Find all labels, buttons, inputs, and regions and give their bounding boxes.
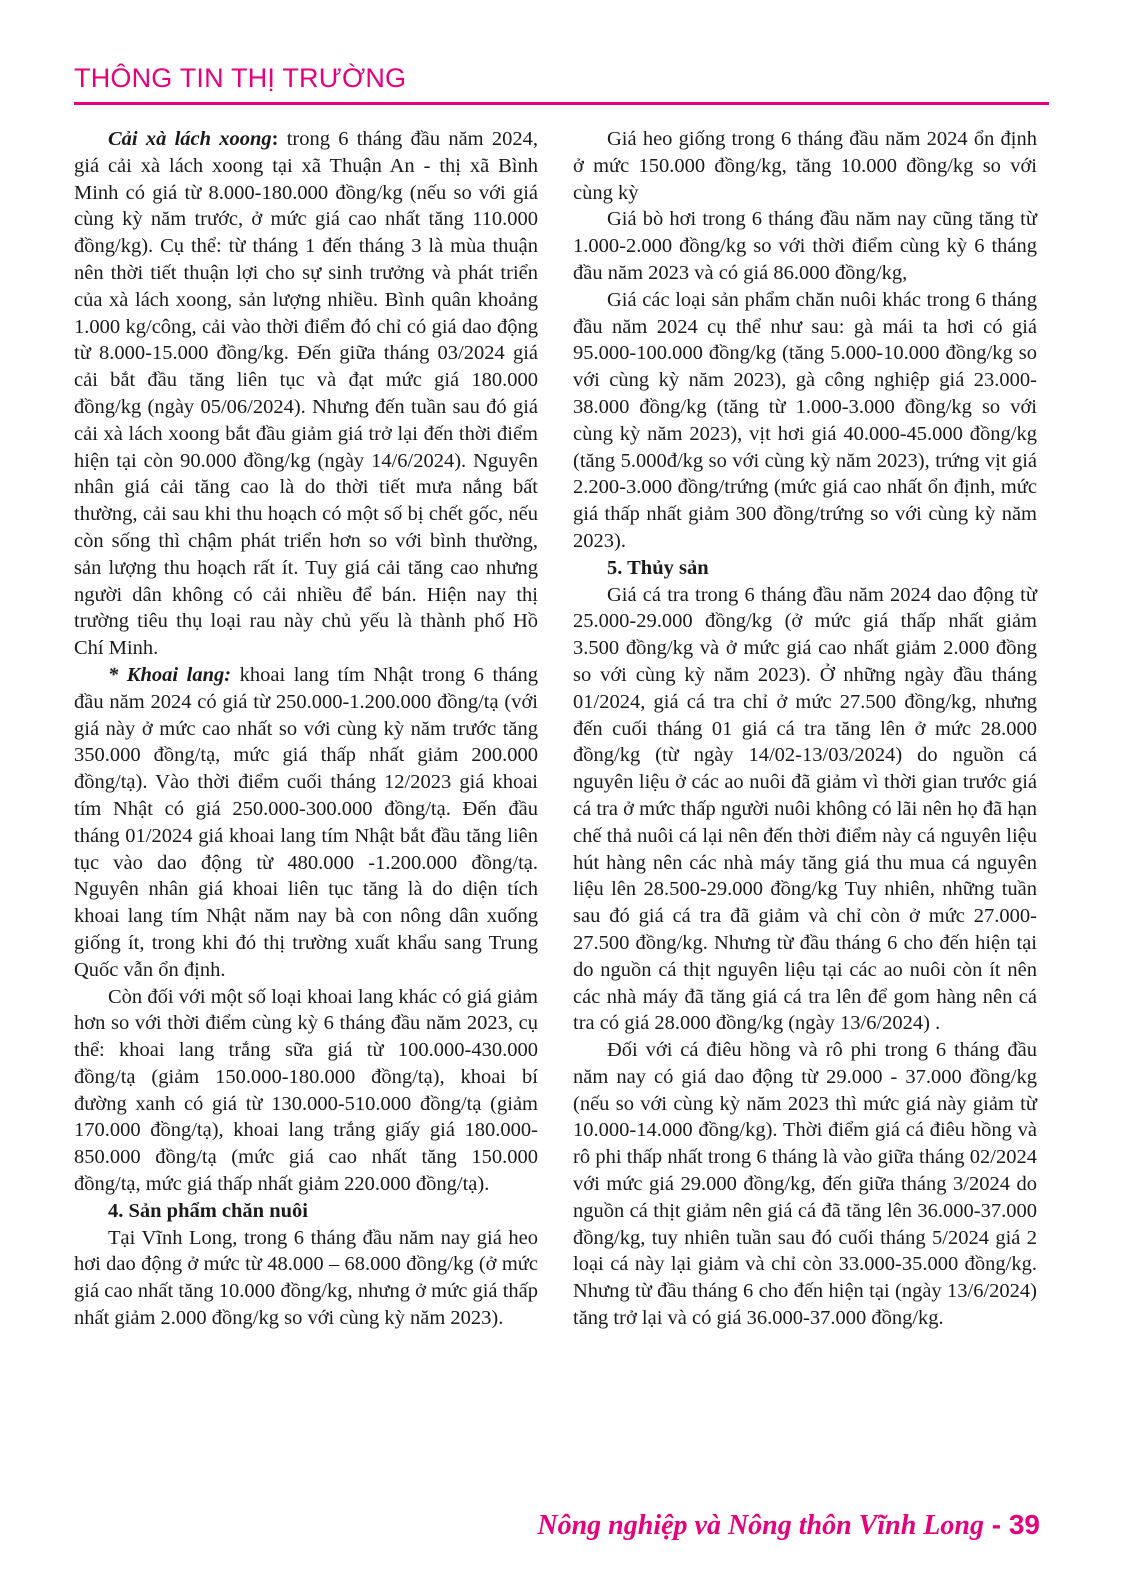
heading-san-pham-chan-nuoi: 4. Sản phẩm chăn nuôi — [108, 1199, 308, 1222]
paragraph-ca-tra: Giá cá tra trong 6 tháng đầu năm 2024 dao động từ 25.000-29.000 đồng/kg (ở mức giá thấp nhất giảm 3.500 đồng/kg và ở mức giá cao nhất giảm 2.000 đồng so với cùng kỳ năm 2023). Ở những ngày đầu tháng 01/2024, giá cá tra chỉ ở mức 27.500 đồng/kg, nhưng đến cuối tháng 01 giá cá tra tăng lên ở mức 28.000 đồng/kg (từ ngày 14/02-13/03/2024) do nguồn cá nguyên liệu ở các ao nuôi đã giảm vì thời gian trước giá cá tra ở mức thấp người nuôi không có lãi nên họ đã hạn chế thả nuôi cá lại nên đến thời điểm này cá nguyên liệu hút hàng nên các nhà máy tăng giá thu mua cá nguyên liệu lên 28.500-29.000 đồng/kg Tuy nhiên, những tuần sau đó giá cá tra đã giảm và chỉ còn ở mức 27.000-27.500 đồng/kg. Nhưng từ đầu tháng 6 cho đến hiện tại do nguồn cá thịt nguyên liệu tại các ao nuôi còn ít nên các nhà máy đã tăng giá cá tra lên để gom hàng nên cá tra có giá 28.000 đồng/kg (ngày 13/6/2024) . — [573, 583, 1037, 1035]
paragraph-ca-dieu-hong: Đối với cá điêu hồng và rô phi trong 6 tháng đầu năm nay có giá dao động từ 29.000 - 37.000 đồng/kg (nếu so với cùng kỳ năm 2023 thì mức giá này giảm từ 10.000-14.000 đồng/kg). Thời điểm giá cá điêu hồng và rô phi thấp nhất trong 6 tháng là vào giữa tháng 02/2024 với mức giá 29.000 đồng/kg, đến giữa tháng 3/2024 do nguồn cá thịt giảm nên giá cá đã tăng lên 36.000-37.000 đồng/kg, tuy nhiên tuần sau đó cuối tháng 5/2024 giá 2 loại cá này lại giảm và chỉ còn 33.000-35.000 đồng/kg. Nhưng từ đầu tháng 6 cho đến hiện tại (ngày 13/6/2024) tăng trở lại và có giá 36.000-37.000 đồng/kg. — [573, 1039, 1037, 1330]
paragraph-heo-giong: Giá heo giống trong 6 tháng đầu năm 2024 ổn định ở mức 150.000 đồng/kg, tăng 10.000 đồng/kg so với cùng kỳ — [573, 128, 1037, 204]
paragraph-chan-nuoi-khac: Giá các loại sản phẩm chăn nuôi khác trong 6 tháng đầu năm 2024 cụ thể như sau: gà mái ta hơi có giá 95.000-100.000 đồng/kg (tăng 5.000-10.000 đồng/kg so với cùng kỳ năm 2023), gà công nghiệp giá 23.000-38.000 đồng/kg (tăng từ 1.000-3.000 đồng/kg so với cùng kỳ năm 2023), vịt hơi giá 40.000-45.000 đồng/kg (tăng 5.000đ/kg so với cùng kỳ năm 2023), trứng vịt giá 2.200-3.000 đồng/trứng (mức giá cao nhất ổn định, mức giá thấp nhất giảm 300 đồng/trứng so với cùng kỳ năm 2023). — [573, 288, 1037, 552]
paragraph-bo-hoi: Giá bò hơi trong 6 tháng đầu năm nay cũng tăng từ 1.000-2.000 đồng/kg so với thời điểm cùng kỳ 6 tháng đầu năm 2023 và có giá 86.000 đồng/kg, — [573, 208, 1037, 284]
lead-khoai-lang: * Khoai lang: — [108, 663, 232, 686]
right-column — [573, 126, 1037, 1332]
left-column — [74, 126, 538, 1332]
section-title: THÔNG TIN THỊ TRƯỜNG — [74, 63, 407, 93]
page-header — [74, 62, 1049, 105]
page-number: 39 — [1008, 1509, 1040, 1540]
lead-cai-xa-lach-xoong: Cải xà lách xoong — [108, 128, 272, 150]
heading-thuy-san: 5. Thủy sản — [607, 556, 709, 579]
footer-separator: - — [983, 1509, 1009, 1540]
header-divider — [74, 102, 1049, 105]
paragraph-cai-xa-lach-xoong — [74, 126, 538, 662]
lead-colon: : — [271, 128, 279, 150]
body-cai-xa-lach-xoong: trong 6 tháng đầu năm 2024, giá cải xà lách xoong tại xã Thuận An - thị xã Bình Minh có giá từ 8.000-180.000 đồng/kg (nếu so với giá cùng kỳ năm trước, ở mức giá cao nhất tăng 110.000 đồng/kg). Cụ thể: từ tháng 1 đến tháng 3 là mùa thuận nên thời tiết thuận lợi cho sự sinh trưởng và phát triển của xà lách xoong, sản lượng nhiều. Bình quân khoảng 1.000 kg/công, cải vào thời điểm đó chỉ có giá dao động từ 8.000-15.000 đồng/kg. Đến giữa tháng 03/2024 giá cải bắt đầu tăng liên tục và đạt mức giá 180.000 đồng/kg (ngày 05/06/2024). Nhưng đến tuần sau đó giá cải xà lách xoong bắt đầu giảm giá trở lại đến thời điểm hiện tại còn 90.000 đồng/kg (ngày 14/6/2024). Nguyên nhân giá cải tăng cao là do thời tiết mưa nắng bất thường, cải sau khi thu hoạch có một số bị chết gốc, nếu còn sống thì chậm phát triển hơn so với bình thường, sản lượng thu hoạch rất ít. Tuy giá cải tăng cao nhưng người dân không có cải nhiều để bán. Hiện nay thị trường tiêu thụ loại rau này chủ yếu là thành phố Hồ Chí Minh. — [74, 128, 538, 660]
paragraph-khoai-lang — [74, 662, 538, 984]
magazine-name: Nông nghiệp và Nông thôn Vĩnh Long — [537, 1510, 984, 1541]
body-khoai-lang: khoai lang tím Nhật trong 6 tháng đầu năm 2024 có giá từ 250.000-1.200.000 đồng/tạ (với giá này ở mức cao nhất so với cùng kỳ năm trước tăng 350.000 đồng/tạ, mức giá thấp nhất giảm 200.000 đồng/tạ). Vào thời điểm cuối tháng 12/2023 giá khoai tím Nhật có giá 250.000-300.000 đồng/tạ. Đến đầu tháng 01/2024 giá khoai lang tím Nhật bắt đầu tăng liên tục vào dao động từ 480.000 -1.200.000 đồng/tạ. Nguyên nhân giá khoai liên tục tăng là do diện tích khoai lang tím Nhật năm nay bà con nông dân xuống giống ít, trong khi đó thị trường xuất khẩu sang Trung Quốc vẫn ổn định. — [74, 663, 538, 981]
paragraph-heo-hoi: Tại Vĩnh Long, trong 6 tháng đầu năm nay giá heo hơi dao động ở mức từ 48.000 – 68.000 đồng/kg (ở mức giá cao nhất tăng 10.000 đồng/kg, nhưng ở mức giá thấp nhất giảm 2.000 đồng/kg so với cùng kỳ năm 2023). — [74, 1226, 538, 1330]
page-footer — [537, 1508, 1040, 1543]
paragraph-khoai-lang-khac: Còn đối với một số loại khoai lang khác có giá giảm hơn so với thời điểm cùng kỳ 6 tháng đầu năm 2023, cụ thể: khoai lang trắng sữa giá từ 100.000-430.000 đồng/tạ (giảm 150.000-180.000 đồng/tạ), khoai bí đường xanh có giá từ 130.000-510.000 đồng/tạ (giảm 170.000 đồng/tạ), khoai lang trắng giấy giá 180.000-850.000 đồng/tạ (mức giá cao nhất tăng 150.000 đồng/tạ, mức giá thấp nhất giảm 220.000 đồng/tạ). — [74, 985, 538, 1196]
